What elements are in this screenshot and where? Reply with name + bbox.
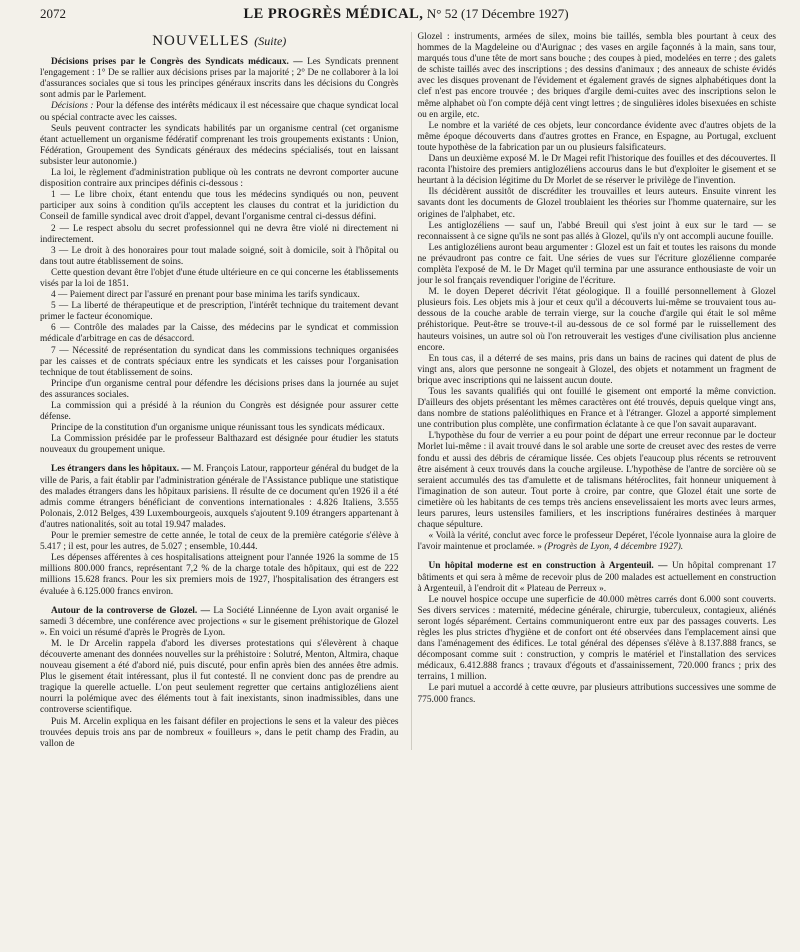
article-paragraph [40,606,399,639]
article-paragraph: 7 — Nécessité de représentation du syndicat dans les commissions techniques organisées par les caisses et de contrats spéciaux entre les syndicats et les caisses pour l'organisation technique de tout établissement de soins. [40,345,399,378]
article-paragraph: Glozel : instruments, armées de silex, moins bie taillés, sembla bles pourtant à ceux des hommes de la Magdeleine ou d'Aurignac ; des vases en argile façonnés à la main, sans tour, marqués tous d'une tête de mort sans bouche ; des coupes à pied, modelées en terre ; des galets de schiste taillés avec des inscriptions ; des dessins d'animaux ; des anneaux de schiste évidés avec les disques provenant de l'évidement et également gravés de signes alphabétiques dont la clef n'est pas encore trouvée ; des briques d'argile demi-cuites avec des inscriptions selon le même alphabet où l'on compte déjà cent vingt lettres ; de singulières idoles bisexuées en schiste ou en argile, etc. [417,32,776,120]
article-paragraph: 2 — Le respect absolu du secret professionnel qui ne devra être violé ni directement ni indirectement. [40,223,399,245]
article-paragraph [418,531,777,553]
article-paragraph: Pour le premier semestre de cette année, le total de ceux de la première catégorie s'élève à 5.417 ; il est, pour les autres, de 5.027 ; ensemble, 10.444. [40,531,399,553]
article-paragraph: Ils décidèrent aussitôt de discréditer les trouvailles et leurs auteurs. Ensuite vinrent les savants dont les documents de Glozel troublaient les théories sur l'homme quaternaire, sur les origines de l'alphabet, etc. [417,187,776,220]
article-paragraph: M. le Dr Arcelin rappela d'abord les diverses protestations qui s'élevèrent à chaque découverte amenant des données nouvelles sur la préhistoire : Solutré, Menton, Altmira, chaque nouveau gisement a été d'abord nié, puis discuté, pour enfin après bien des années être admis. Plus le gisement était intéressant, plus il fut contesté. Il ne convient donc pas de prendre au tragique la querelle actuelle. L'on peut seulement regretter que certains antiglozéliens aient nourri la polémique avec des éléments tout à fait inexistants, sinon inadmissibles, dans une controverse scientifique. [40,638,399,716]
right-column [411,32,777,750]
article-paragraph: Le pari mutuel a accordé à cette œuvre, par plusieurs attributions successives une somme de 775.000 francs. [417,683,776,705]
paragraph-text: Les Syndicats prennent l'engagement : 1° De se rallier aux décisions prises par la majorité ; 2° De ne collaborer à la loi d'assurances sociales que si tous les principes généraux inscrits dans les décisions du Congrès sont admis par le Parlement. [40,57,399,101]
section-suite: (Suite) [254,34,287,48]
article-paragraph: Puis M. Arcelin expliqua en les faisant défiler en projections le sens et la valeur des pièces trouvées depuis trois ans par de nombreux « fouilleurs », dans le petit champ des Fradin, au vallon de [40,716,399,749]
article-paragraph: 3 — Le droit à des honoraires pour tout malade soigné, soit à domicile, soit à l'hôpital ou dans tout autre établissement de soins. [40,245,399,267]
article-paragraph: Tous les savants qualifiés qui ont fouillé le gisement ont emporté la même conviction. D'ailleurs des objets présentant les mêmes caractères ont été trouvés, depuis quelque vingt ans, dans nombre de stations paléolithiques en France et à l'étranger. Glozel a apporté simplement une contribution plus complète, une confirmation éclatante à ce que l'on savait auparavant. [417,387,776,431]
article-paragraph: Seuls peuvent contracter les syndicats habilités par un organisme central (cet organisme étant actuellement un organisme fédératif comprenant les trois groupements existants : Union, Fédération, Groupement des Syndicats généraux des médecins spécialisés, tout en laissant subsister leur autonomie.) [40,123,399,167]
paragraph-text: Pour la défense des intérêts médicaux il est nécessaire que chaque syndicat local ou spécial contracte avec les caisses. [40,101,399,123]
article-paragraph: La commission qui a présidé à la réunion du Congrès est désignée pour assurer cette défense. [40,401,399,423]
article-paragraph [418,561,777,594]
article-heading-syndicats: Décisions prises par le Congrès des Syndicats médicaux. — [51,57,303,68]
section-heading [40,33,399,49]
article-heading-argenteuil: Un hôpital moderne est en construction à Argenteuil. — [428,561,668,572]
article-paragraph: Le nombre et la variété de ces objets, leur concordance évidente avec d'autres objets de la même époque découverts dans d'autres grottes en France, en Espagne, au Portugal, excluent toute hypothèse de la fabrication par un ou plusieurs falsificateurs. [417,120,776,153]
article-paragraph: M. le doyen Deperet décrivit l'état géologique. Il a fouillé personnellement à Glozel plusieurs fois. Les objets mis à jour et ceux qu'il a découverts lui-même se trouvaient tous au-dessous de la couche arable de terrain vierge, sur la couche d'argile qui était le sol même préhistorique. Peut-être se trouve-t-il au-dessous de ce sol formé par le ruissellement des hauteurs voisines, un autre sol où l'on retrouverait les vestiges d'une civilisation plus ancienne encore. [417,287,776,353]
article-paragraph: Les antiglozéliens — sauf un, l'abbé Breuil qui s'est joint à eux sur le tard — se reconnaissent à ce signe qu'ils ne sont pas allés à Glozel, qu'ils n'y ont accompli aucune fouille. [417,220,776,242]
article-paragraph: Cette question devant être l'objet d'une étude ultérieure en ce qui concerne les établissements visés par la loi de 1851. [40,267,399,289]
issue-date: N° 52 (17 Décembre 1927) [426,6,569,21]
article-paragraph: Dans un deuxième exposé M. le Dr Magei refit l'historique des fouilles et des découvertes. Il raconta l'histoire des premiers antiglozéliens accourus dans le but d'exploiter le gisement et se heurtant à la décision légitime du Dr Morlet de se réserver le privilège de l'invention. [417,154,776,187]
spacer [418,553,777,561]
article-paragraph: La Commission présidée par le professeur Balthazard est désignée pour étudier les statuts nouveaux du groupement unique. [40,434,399,456]
decisions-lead: Décisions : [51,101,94,112]
running-header [40,6,776,28]
article-paragraph: 1 — Le libre choix, étant entendu que tous les médecins syndiqués ou non, peuvent participer aux soins à condition qu'ils acceptent les clauses du contrat et la juridiction du Conseil de famille syndical avec droit d'appel, devant l'organisme central ci-dessus défini. [40,190,399,223]
article-paragraph: 4 — Paiement direct par l'assuré en prenant pour base minima les tarifs syndicaux. [51,290,360,301]
article-paragraph: Principe d'un organisme central pour défendre les décisions prises dans la journée au sujet des assurances sociales. [40,378,399,400]
article-paragraph: 6 — Contrôle des malades par la Caisse, des médecins par le syndicat et commission médicale d'arbitrage en cas de désaccord. [40,323,399,345]
spacer [40,456,399,464]
paragraph-text: M. François Latour, rapporteur général du budget de la ville de Paris, a fait établir par l'administration générale de l'Assistance publique une statistique des malades étrangers dans les hôpitaux parisiens. Il résulte de ce document qu'en 1926 il a été admis comme étrangers bénéficiant de conventions internationales : 4.826 Italiens, 3.555 Polonais, 2.012 Belges, 439 Luxembourgeois, auxquels s'ajoutent 9.109 étrangers appartenant à d'autres nationalités, soit au total 19.947 malades. [40,464,399,530]
journal-masthead [243,6,568,23]
spacer [40,598,399,606]
two-column-body [40,32,776,750]
article-heading-etrangers: Les étrangers dans les hôpitaux. — [51,464,191,475]
article-paragraph: Principe de la constitution d'un organisme unique réunissant tous les syndicats médicaux. [51,423,385,434]
article-heading-glozel: Autour de la controverse de Glozel. — [51,605,210,616]
article-paragraph: Les antiglozéliens auront beau argumenter : Glozel est un fait et toutes les raisons du monde ne prévaudront pas contre ce fait. Une séries de vues sur l'écriture glozélienne comparée complèta l'exposé de M. le Dr Maget qu'il termina par une assurance enthousiaste de voir un jour le sol français revendiquer l'origine de l'écriture. [417,242,776,287]
section-title: NOUVELLES [152,33,250,49]
left-column [40,32,399,750]
article-paragraph: En tous cas, il a déterré de ses mains, pris dans un bains de racines qui datent de plus de vingt ans, alors que personne ne songeait à Glozel, des objets et notamment un fragment de brique avec inscriptions qui ne laissent aucun doute. [417,353,776,386]
paragraph-text: Un hôpital comprenant 17 bâtiments et qui sera à même de recevoir plus de 200 malades est actuellement en construction à Argenteuil, à l'endroit dit « Plateau de Perreux ». [417,561,777,594]
article-paragraph: La loi, le règlement d'administration publique où les contrats ne devront comporter aucune disposition contraire aux principes définis ci-dessous : [40,168,399,190]
page-number: 2072 [40,6,66,21]
quote-source: (Progrès de Lyon, 4 décembre 1927). [544,542,684,553]
article-paragraph [40,57,399,101]
article-paragraph: Les dépenses afférentes à ces hospitalisations atteignent pour l'année 1926 la somme de 15 millions 800.000 francs, représentant 7,2 % de la charge totale des hôpitaux, qui est de 222 millions 15.628 francs. Pour les six premiers mois de 1927, l'hospitalisation des étrangers est évaluée à 6.125.000 francs environ. [40,553,399,597]
journal-title: LE PROGRÈS MÉDICAL, [243,6,424,22]
article-paragraph: L'hypothèse du four de verrier a eu pour point de départ une erreur reconnue par le docteur Morlet lui-même : il avait trouvé dans le sol arable une sorte de creuset avec des restes de verre fondu et aussi des débris de céramique lissée. Ces objets l'eaucoup plus récents se retrouvent être aisément à ceux trouvés dans la couche argileuse. L'hypothèse de l'antre de sorcière où se seraient accumulés des tas d'amulette et de talismans hétéroclites, fait honneur uniquement à l'imagination de son auteur. Tout porte à croire, par contre, que Glozel était une sorte de cimetière où les habitants de ces temps très anciens ensevelissaient les morts avec leurs armes, leurs parures, leurs ustensiles familiers, et les inscriptions funéraires destinées à marquer chaque sépulture. [417,431,776,531]
article-paragraph [40,464,399,531]
paragraph-text: La Société Linnéenne de Lyon avait organisé le samedi 3 décembre, une conférence avec projections « sur le gisement préhistorique de Glozel ». En voici un résumé d'après le Progrès de Lyon. [40,605,399,638]
article-paragraph: 5 — La liberté de thérapeutique et de prescription, l'intérêt technique du traitement devant primer le facteur économique. [40,301,399,323]
quote-text: « Voilà la vérité, conclut avec force le professeur Depéret, l'école lyonnaise aura la gloire de l'avoir maintenue et proclamée. » [417,531,776,553]
article-paragraph [40,101,399,123]
article-paragraph: Le nouvel hospice occupe une superficie de 40.000 mètres carrés dont 6.000 sont couverts. Ses divers services : maternité, médecine générale, chirurgie, tuberculeux, contagieux, aliénés seront logés séparément. Certains communiqueront entre eux par des passages couverts. Les règles les plus strictes d'hygiène et de confort ont été observées dans l'emplacement ainsi que dans l'aménagement des édifices. Le total général des dépenses s'élève à 8.137.888 francs, se décomposant comme suit : construction, y compris le matériel et l'installation des services médicaux, 6.412.888 francs ; travaux d'égouts et d'assainissement, 720.000 francs ; prix des terrains, 1 million. [417,594,776,683]
